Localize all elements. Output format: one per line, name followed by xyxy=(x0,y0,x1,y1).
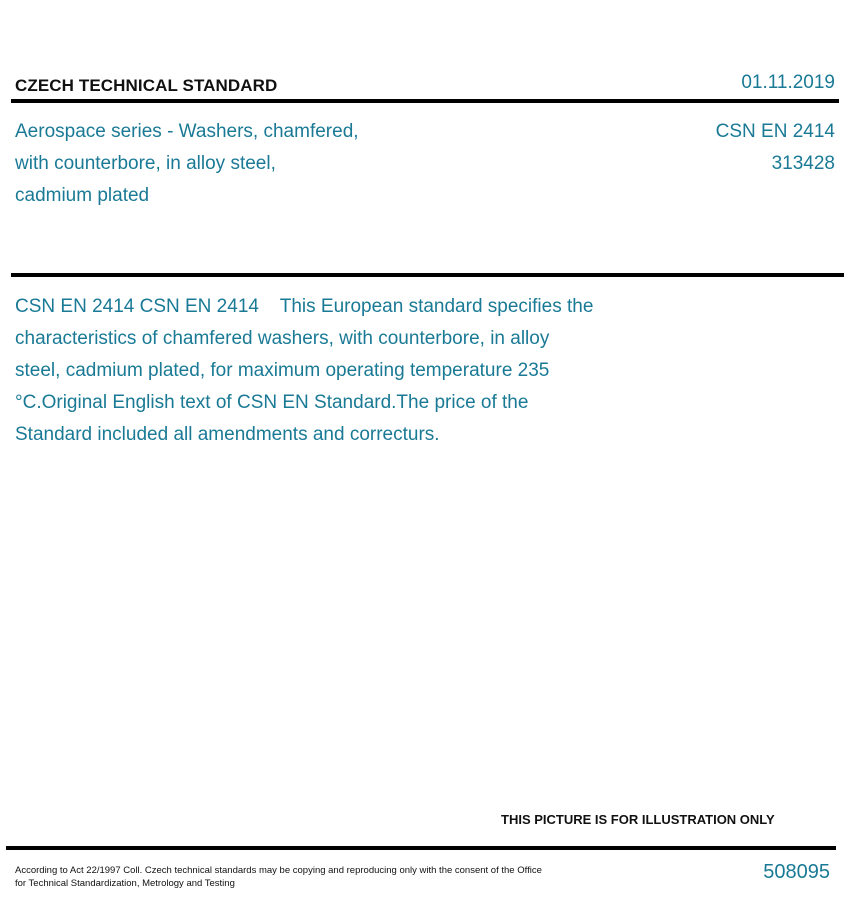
description-line: characteristics of chamfered washers, with counterbore, in alloy xyxy=(15,328,550,349)
standard-identifiers xyxy=(716,116,835,180)
title-divider xyxy=(11,273,844,277)
title-line: with counterbore, in alloy steel, xyxy=(15,153,276,174)
header-divider xyxy=(11,99,839,103)
title-line: cadmium plated xyxy=(15,185,150,206)
standard-code: CSN EN 2414 xyxy=(715,121,835,142)
publication-date: 01.11.2019 xyxy=(741,72,835,93)
document-type-label: CZECH TECHNICAL STANDARD xyxy=(15,76,278,95)
legal-line: for Technical Standardization, Metrology and Testing xyxy=(15,878,235,889)
document-number: 508095 xyxy=(763,861,830,883)
standard-description xyxy=(15,291,593,451)
catalog-number: 313428 xyxy=(771,153,835,174)
legal-line: According to Act 22/1997 Coll. Czech technical standards may be copying and reproducing only with the consent of the Office xyxy=(15,865,542,876)
description-line: °C.Original English text of CSN EN Standard.The price of the xyxy=(15,392,529,413)
legal-notice xyxy=(15,864,542,890)
title-line: Aerospace series - Washers, chamfered, xyxy=(15,121,359,142)
footer-divider xyxy=(6,846,836,850)
illustration-disclaimer: THIS PICTURE IS FOR ILLUSTRATION ONLY xyxy=(501,812,775,827)
description-line: Standard included all amendments and correcturs. xyxy=(15,424,440,445)
description-line: CSN EN 2414 CSN EN 2414 This European standard specifies the xyxy=(15,296,594,317)
standard-title xyxy=(15,116,435,212)
description-line: steel, cadmium plated, for maximum operating temperature 235 xyxy=(15,360,550,381)
